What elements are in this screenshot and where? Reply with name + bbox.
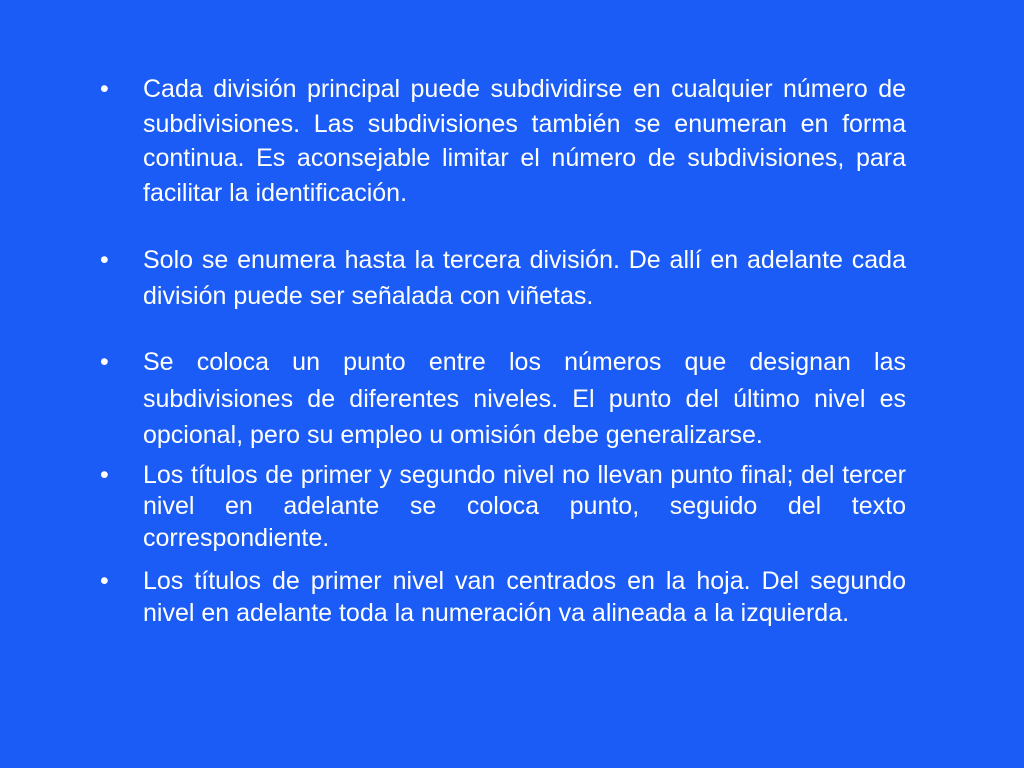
bullet-text: Los títulos de primer nivel van centrados en la hoja. Del segundo nivel en adelante toda la numeración va alineada a la izquierda. xyxy=(143,567,906,627)
bullet-dot-icon: • xyxy=(100,246,109,274)
bullet-dot-icon: • xyxy=(100,348,109,376)
bullet-dot-icon: • xyxy=(100,460,109,489)
bullet-text: Cada división principal puede subdividirse en cualquier número de subdivisiones. Las subdivisiones también se enumeran en forma continua. Es aconsejable limitar el número de subdivisiones, para facilitar la identificación. xyxy=(143,75,906,207)
bullet-text: Se coloca un punto entre los números que designan las subdivisiones de diferentes niveles. El punto del último nivel es opcional, pero su empleo u omisión debe generalizarse. xyxy=(143,348,906,449)
list-item xyxy=(100,72,906,210)
bullet-list xyxy=(100,72,906,629)
bullet-text: Los títulos de primer y segundo nivel no llevan punto final; del tercer nivel en adelante se coloca punto, seguido del texto correspondiente. xyxy=(143,460,906,552)
bullet-text: Solo se enumera hasta la tercera división. De allí en adelante cada división puede ser señalada con viñetas. xyxy=(143,246,906,310)
list-item xyxy=(100,460,906,555)
bullet-dot-icon: • xyxy=(100,567,109,595)
list-item xyxy=(100,344,906,454)
bullet-dot-icon: • xyxy=(100,75,109,103)
list-item xyxy=(100,566,906,629)
list-item xyxy=(100,242,906,314)
